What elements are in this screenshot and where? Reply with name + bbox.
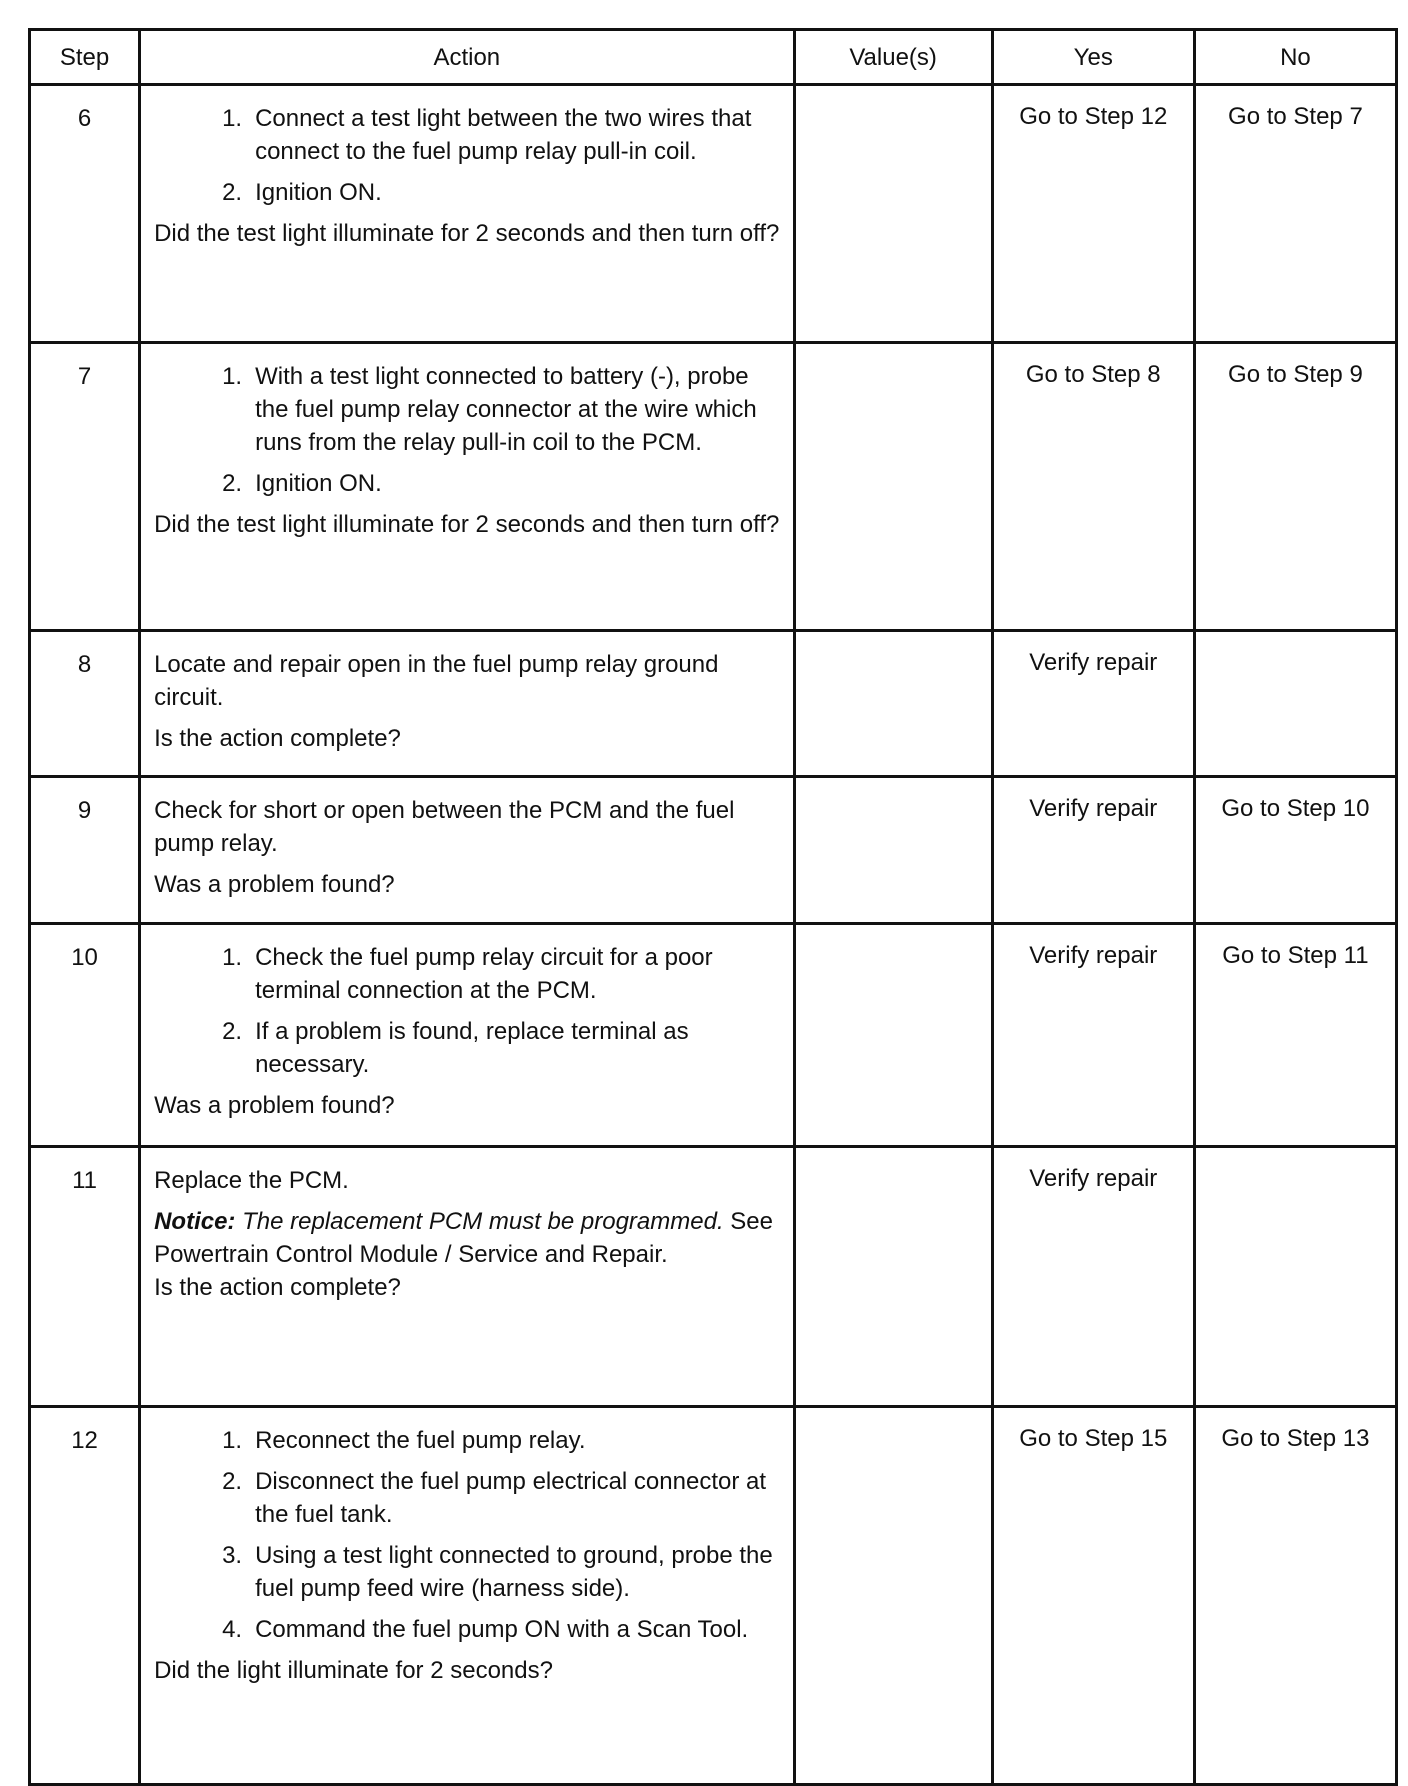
no-result: Go to Step 7	[1194, 85, 1396, 343]
yes-result: Verify repair	[992, 777, 1194, 924]
header-yes: Yes	[992, 30, 1194, 85]
action-question: Did the test light illuminate for 2 seconds and then turn off?	[154, 511, 780, 538]
value-cell	[794, 631, 992, 777]
action-question: Was a problem found?	[154, 1092, 395, 1119]
action-text: Replace the PCM.	[154, 1167, 349, 1194]
value-cell	[794, 85, 992, 343]
no-result: Go to Step 13	[1194, 1407, 1396, 1785]
action-cell	[140, 85, 794, 343]
substep-list	[154, 360, 780, 500]
substep: 1. Connect a test light between the two wires that connect to the fuel pump relay pull-in coil.	[222, 105, 752, 165]
action-question: Did the test light illuminate for 2 seconds and then turn off?	[154, 220, 780, 247]
header-values: Value(s)	[794, 30, 992, 85]
substep: 2. Ignition ON.	[222, 470, 382, 497]
action-question: Is the action complete?	[154, 1274, 401, 1301]
step-number: 6	[30, 85, 140, 343]
yes-result: Verify repair	[992, 1147, 1194, 1407]
step-number: 7	[30, 343, 140, 631]
substep: 1. Reconnect the fuel pump relay.	[222, 1427, 586, 1454]
notice-reference: See Powertrain Control Module / Service and Repair.	[154, 1208, 773, 1268]
value-cell	[794, 343, 992, 631]
yes-result: Go to Step 8	[992, 343, 1194, 631]
no-result	[1194, 631, 1396, 777]
table-row	[30, 777, 1397, 924]
action-cell	[140, 1407, 794, 1785]
substep-list	[154, 941, 780, 1081]
action-cell	[140, 777, 794, 924]
yes-result: Go to Step 15	[992, 1407, 1194, 1785]
substep-list	[154, 102, 780, 209]
substep: 1. With a test light connected to battery (-), probe the fuel pump relay connector at the wire which runs from the relay pull-in coil to the PCM.	[222, 363, 757, 456]
header-action: Action	[140, 30, 794, 85]
action-cell	[140, 924, 794, 1147]
action-text: Locate and repair open in the fuel pump relay ground circuit.	[154, 651, 719, 711]
header-row	[30, 30, 1397, 85]
value-cell	[794, 1407, 992, 1785]
no-result: Go to Step 9	[1194, 343, 1396, 631]
table-row	[30, 85, 1397, 343]
table-row	[30, 631, 1397, 777]
step-number: 10	[30, 924, 140, 1147]
action-question: Did the light illuminate for 2 seconds?	[154, 1657, 553, 1684]
value-cell	[794, 924, 992, 1147]
substep: 4. Command the fuel pump ON with a Scan Tool.	[222, 1616, 749, 1643]
substep: 2. Ignition ON.	[222, 179, 382, 206]
diagnostic-table	[28, 28, 1398, 1786]
table-row	[30, 343, 1397, 631]
no-result: Go to Step 10	[1194, 777, 1396, 924]
table-row	[30, 924, 1397, 1147]
table-row	[30, 1407, 1397, 1785]
yes-result: Verify repair	[992, 631, 1194, 777]
action-question: Is the action complete?	[154, 725, 401, 752]
notice	[154, 1205, 780, 1271]
substep: 2. If a problem is found, replace terminal as necessary.	[222, 1018, 689, 1078]
table-row	[30, 1147, 1397, 1407]
action-text: Check for short or open between the PCM and the fuel pump relay.	[154, 797, 735, 857]
step-number: 11	[30, 1147, 140, 1407]
no-result: Go to Step 11	[1194, 924, 1396, 1147]
action-cell	[140, 343, 794, 631]
step-number: 9	[30, 777, 140, 924]
action-cell	[140, 1147, 794, 1407]
action-cell	[140, 631, 794, 777]
substep: 2. Disconnect the fuel pump electrical connector at the fuel tank.	[222, 1468, 767, 1528]
action-question: Was a problem found?	[154, 871, 395, 898]
header-no: No	[1194, 30, 1396, 85]
no-result	[1194, 1147, 1396, 1407]
value-cell	[794, 1147, 992, 1407]
notice-text: The replacement PCM must be programmed.	[242, 1208, 724, 1235]
notice-label: Notice:	[154, 1208, 236, 1235]
yes-result: Go to Step 12	[992, 85, 1194, 343]
substep-list	[154, 1424, 780, 1646]
yes-result: Verify repair	[992, 924, 1194, 1147]
step-number: 8	[30, 631, 140, 777]
substep: 3. Using a test light connected to ground, probe the fuel pump feed wire (harness side).	[222, 1542, 773, 1602]
value-cell	[794, 777, 992, 924]
header-step: Step	[30, 30, 140, 85]
step-number: 12	[30, 1407, 140, 1785]
substep: 1. Check the fuel pump relay circuit for a poor terminal connection at the PCM.	[222, 944, 713, 1004]
